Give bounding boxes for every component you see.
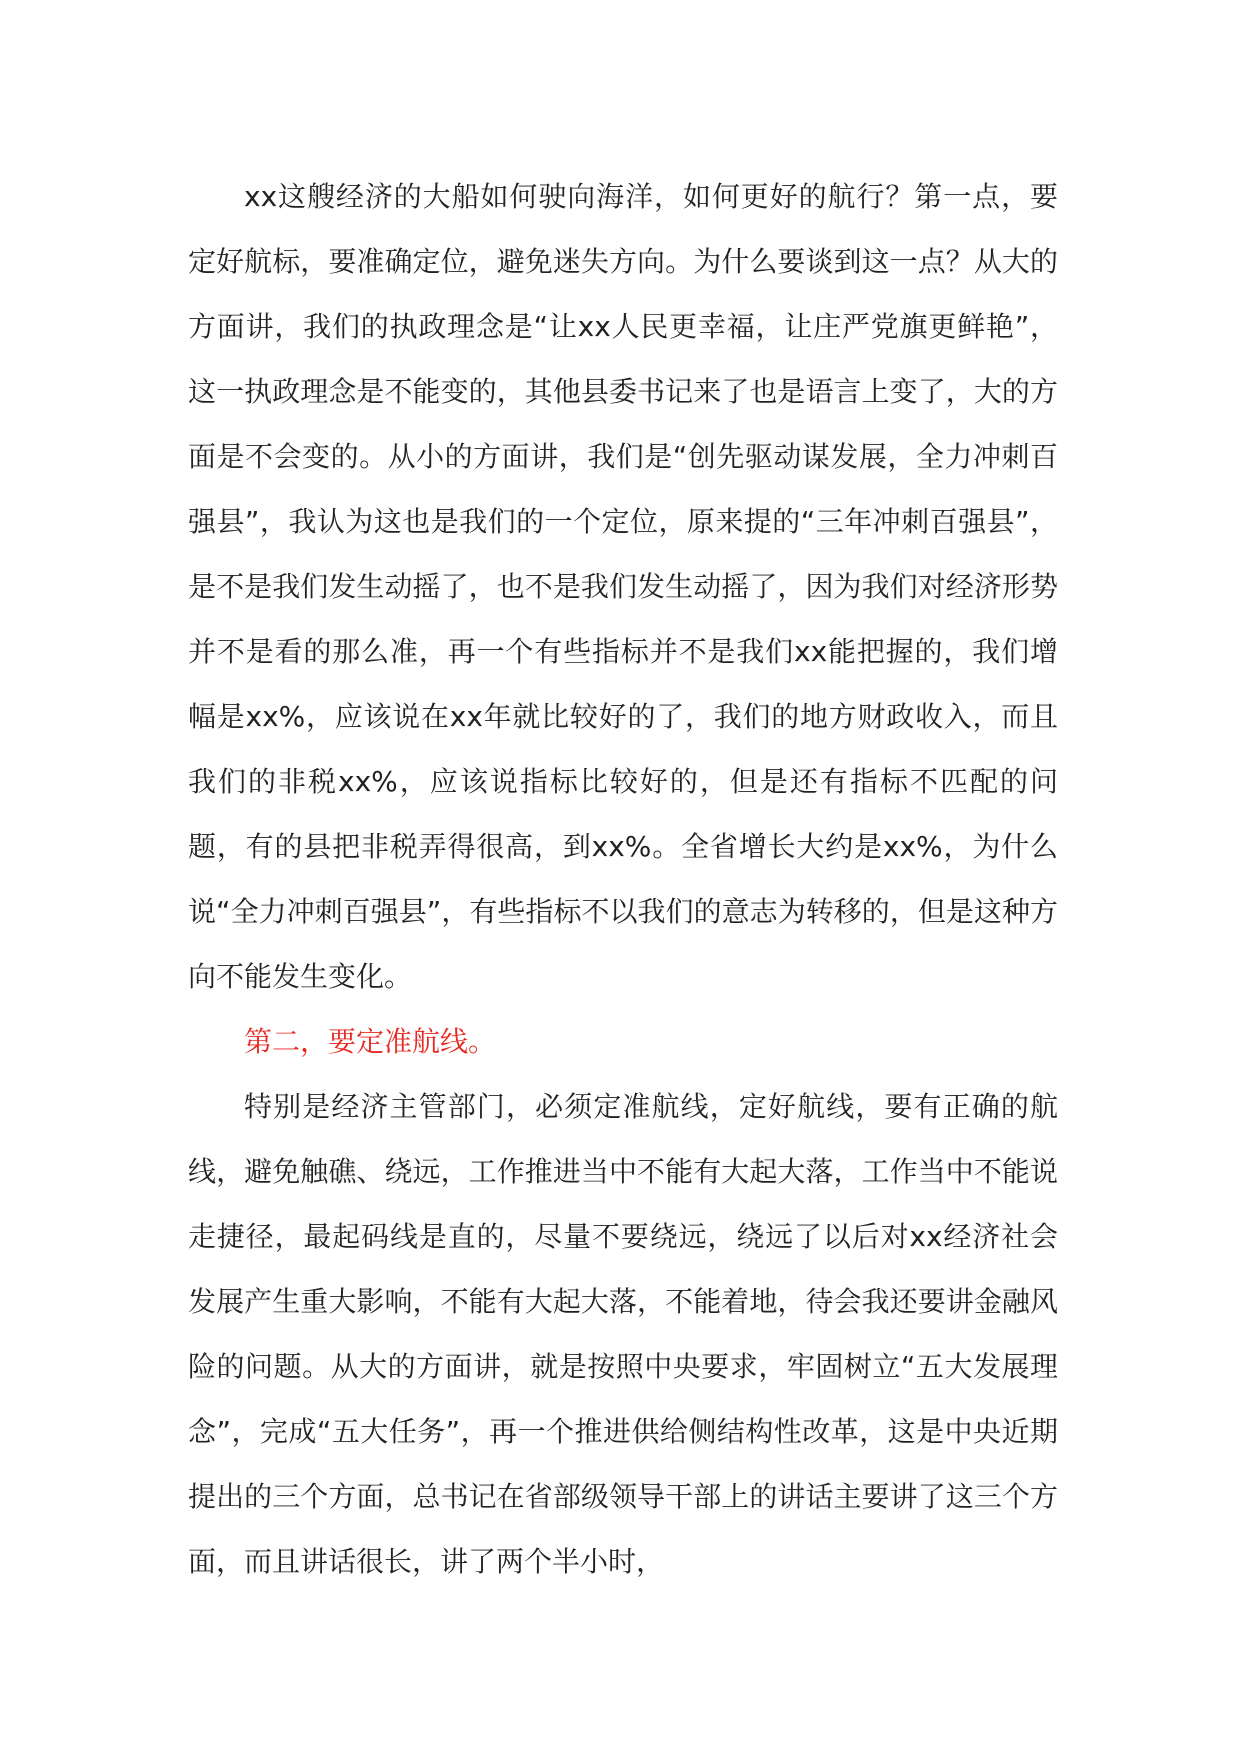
- paragraph-first-point: xx这艘经济的大船如何驶向海洋，如何更好的航行？第一点，要定好航标，要准确定位，避免迷失方向。为什么要谈到这一点？从大的方面讲，我们的执政理念是“让xx人民更幸福，让庄严党旗更鲜艳”，这一执政理念是不能变的，其他县委书记来了也是语言上变了，大的方面是不会变的。从小的方面讲，我们是“创先驱动谋发展，全力冲刺百强县”，我认为这也是我们的一个定位，原来提的“三年冲刺百强县”，是不是我们发生动摇了，也不是我们发生动摇了，因为我们对经济形势并不是看的那么准，再一个有些指标并不是我们xx能把握的，我们增幅是xx%，应该说在xx年就比较好的了，我们的地方财政收入，而且我们的非税xx%，应该说指标比较好的，但是还有指标不匹配的问题，有的县把非税弄得很高，到xx%。全省增长大约是xx%，为什么说“全力冲刺百强县”，有些指标不以我们的意志为转移的，但是这种方向不能发生变化。: [188, 180, 1058, 993]
- section-heading-second-point: 第二，要定准航线。: [244, 1025, 497, 1058]
- paragraph-second-point: 特别是经济主管部门，必须定准航线，定好航线，要有正确的航线，避免触礁、绕远，工作推进当中不能有大起大落，工作当中不能说走捷径，最起码线是直的，尽量不要绕远，绕远了以后对xx经济社会发展产生重大影响，不能有大起大落，不能着地，待会我还要讲金融风险的问题。从大的方面讲，就是按照中央要求，牢固树立“五大发展理念”，完成“五大任务”，再一个推进供给侧结构性改革，这是中央近期提出的三个方面，总书记在省部级领导干部上的讲话主要讲了这三个方面，而且讲话很长，讲了两个半小时，: [188, 1090, 1058, 1578]
- document-page: [188, 164, 1058, 1594]
